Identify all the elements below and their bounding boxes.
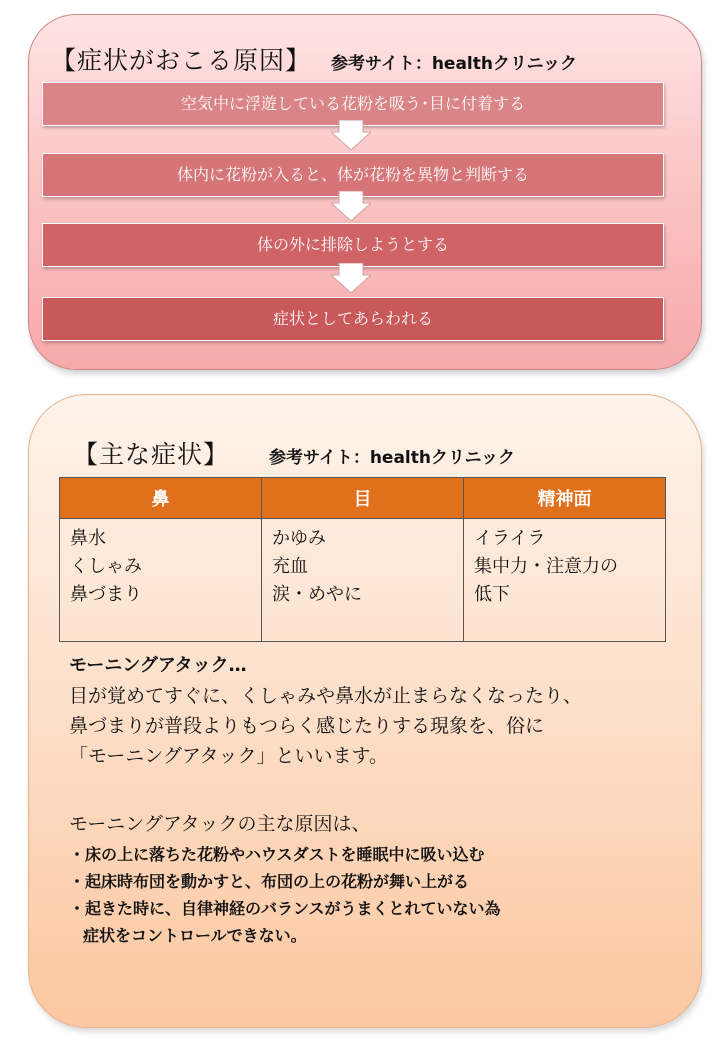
list-item: ・床の上に落ちた花粉やハウスダストを睡眠中に吸い込む xyxy=(69,845,485,864)
arrow-down-icon xyxy=(331,263,371,293)
arrow-down-icon xyxy=(331,120,371,150)
symptoms-table xyxy=(59,477,666,642)
morning-attack-line: 鼻づまりが普段よりもつらく感じたりする現象を、俗に xyxy=(69,715,545,737)
table-row xyxy=(60,519,666,642)
nose-symptom: 鼻水 xyxy=(70,528,106,549)
cause-step-3: 体の外に排除しようとする xyxy=(42,223,664,267)
list-item: ・起床時布団を動かすと、布団の上の花粉が舞い上がる xyxy=(69,872,470,891)
list-item: 症状をコントロールできない。 xyxy=(83,926,307,945)
morning-attack-causes-intro: モーニングアタックの主な原因は、 xyxy=(69,813,371,835)
nose-symptom: 鼻づまり xyxy=(70,584,142,605)
header-eyes: 目 xyxy=(262,478,464,519)
morning-attack-line: 「モーニングアタック」といいます。 xyxy=(69,745,389,767)
symptoms-reference: 参考サイト：healthクリニック xyxy=(269,448,515,468)
mental-symptom: イライラ xyxy=(474,528,546,549)
causes-reference: 参考サイト：healthクリニック xyxy=(331,54,577,74)
morning-attack-title: モーニングアタック… xyxy=(69,655,247,676)
eyes-cell xyxy=(262,519,464,642)
morning-attack-line: 目が覚めてすぐに、くしゃみや鼻水が止まらなくなったり、 xyxy=(69,685,583,707)
eyes-symptom: かゆみ xyxy=(272,528,326,549)
causes-panel xyxy=(28,14,702,370)
table-header-row xyxy=(60,478,666,519)
list-item: ・起きた時に、自律神経のバランスがうまくとれていない為 xyxy=(69,899,501,918)
symptoms-heading xyxy=(73,435,515,471)
causes-title: 【症状がおこる原因】 xyxy=(51,46,312,75)
mental-symptom: 集中力・注意力の xyxy=(474,556,618,577)
symptoms-panel xyxy=(28,394,702,1028)
header-mental: 精神面 xyxy=(464,478,666,519)
mental-symptom: 低下 xyxy=(474,584,510,605)
cause-step-4: 症状としてあらわれる xyxy=(42,297,664,341)
cause-step-1: 空気中に浮遊している花粉を吸う･目に付着する xyxy=(42,82,664,126)
nose-symptom: くしゃみ xyxy=(70,556,142,577)
eyes-symptom: 充血 xyxy=(272,556,308,577)
symptoms-title: 【主な症状】 xyxy=(73,440,230,469)
morning-attack-body xyxy=(69,681,699,771)
nose-cell xyxy=(60,519,262,642)
arrow-down-icon xyxy=(331,191,371,221)
mental-cell xyxy=(464,519,666,642)
eyes-symptom: 涙・めやに xyxy=(272,584,362,605)
header-nose: 鼻 xyxy=(60,478,262,519)
cause-step-2: 体内に花粉が入ると、体が花粉を異物と判断する xyxy=(42,153,664,197)
morning-attack-causes-list xyxy=(69,841,501,949)
causes-heading xyxy=(51,41,577,77)
